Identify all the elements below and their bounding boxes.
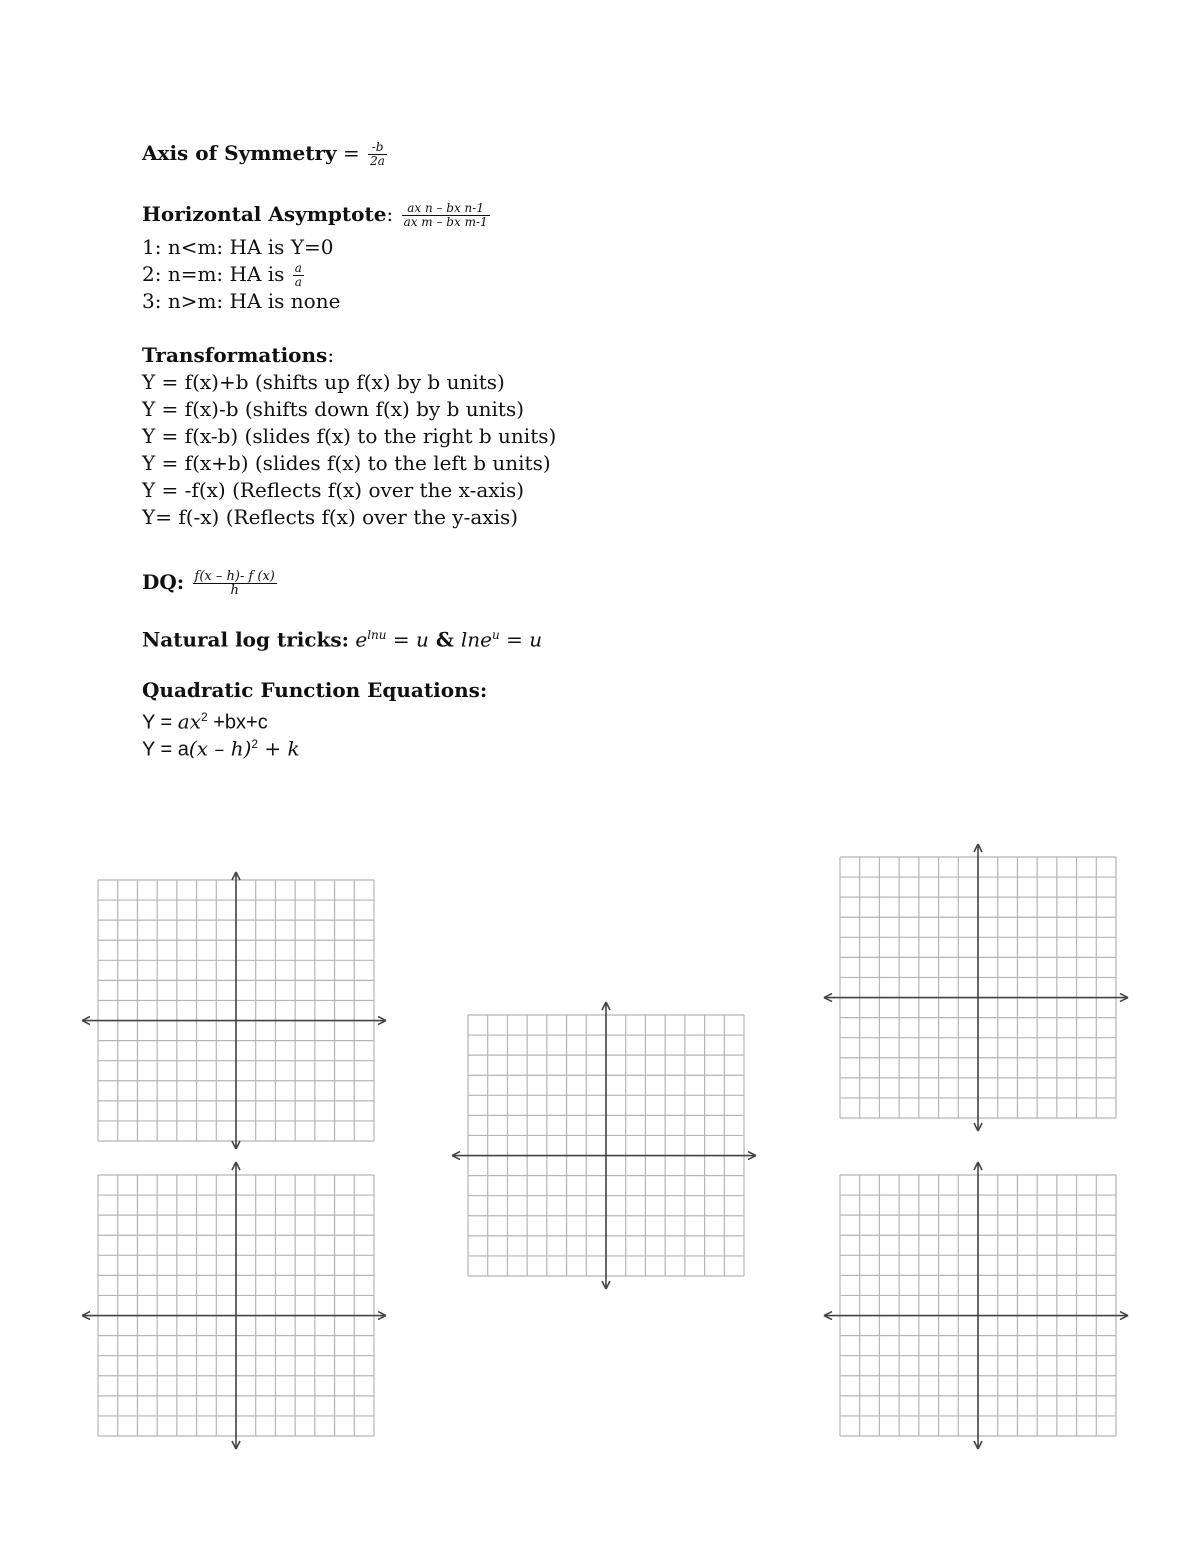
transformation-item: Y = f(x+b) (slides f(x) to the left b units) [142, 451, 551, 475]
graph-grid-2 [78, 1158, 390, 1453]
ha-fraction: $\frac{\text{ax n – bx n-1}}{\text{ax m – bx m-1}}$ [403, 201, 488, 229]
ha-rule-2-fraction: $\frac{a}{a}$ [294, 261, 302, 289]
transformation-item: Y = f(x)-b (shifts down f(x) by b units) [142, 397, 525, 421]
transformation-item: Y= f(-x) (Reflects f(x) over the y-axis) [142, 505, 519, 529]
dq-fraction: $\frac{f(x - h)- f (x)}{h}$ [194, 569, 275, 598]
formula-sheet [142, 140, 842, 761]
graph-grid-3 [448, 998, 760, 1293]
transformations-heading: Transformations: [142, 343, 335, 367]
transformation-item: Y = f(x-b) (slides f(x) to the right b units) [142, 424, 557, 448]
ha-rule-1: 1: n<m: HA is Y=0 [142, 235, 334, 259]
horizontal-asymptote: Horizontal Asymptote: $\frac{\text{ax n – bx n-1}}{\text{ax m – bx m-1}}$ [142, 201, 488, 229]
graph-grid-1 [78, 868, 390, 1153]
ha-rule-3: 3: n>m: HA is none [142, 289, 341, 313]
graph-grid-5 [820, 1158, 1132, 1453]
transformation-item: Y = -f(x) (Reflects f(x) over the x-axis) [142, 478, 525, 502]
ha-rule-2: 2: n=m: HA is $\frac{a}{a}$ [142, 261, 302, 289]
difference-quotient: DQ: $\frac{f(x - h)- f (x)}{h}$ [142, 569, 275, 598]
quadratic-vertex-form: Y = a(x – h)$^2$ + k [142, 736, 300, 761]
transformation-item: Y = f(x)+b (shifts up f(x) by b units) [142, 370, 505, 394]
axis-fraction: $\frac{-b}{2a}$ [370, 140, 385, 168]
axis-of-symmetry: Axis of Symmetry = $\frac{-b}{2a}$ [142, 140, 385, 168]
quadratic-standard-form: $Y = ax^2 +bx+c$ [142, 709, 268, 734]
graph-grid-4 [820, 840, 1132, 1135]
natural-log-tricks: Natural log tricks: $e^{lnu} = u$ & lne$^u$ = u [142, 627, 543, 652]
quadratic-heading: Quadratic Function Equations: [142, 678, 488, 702]
